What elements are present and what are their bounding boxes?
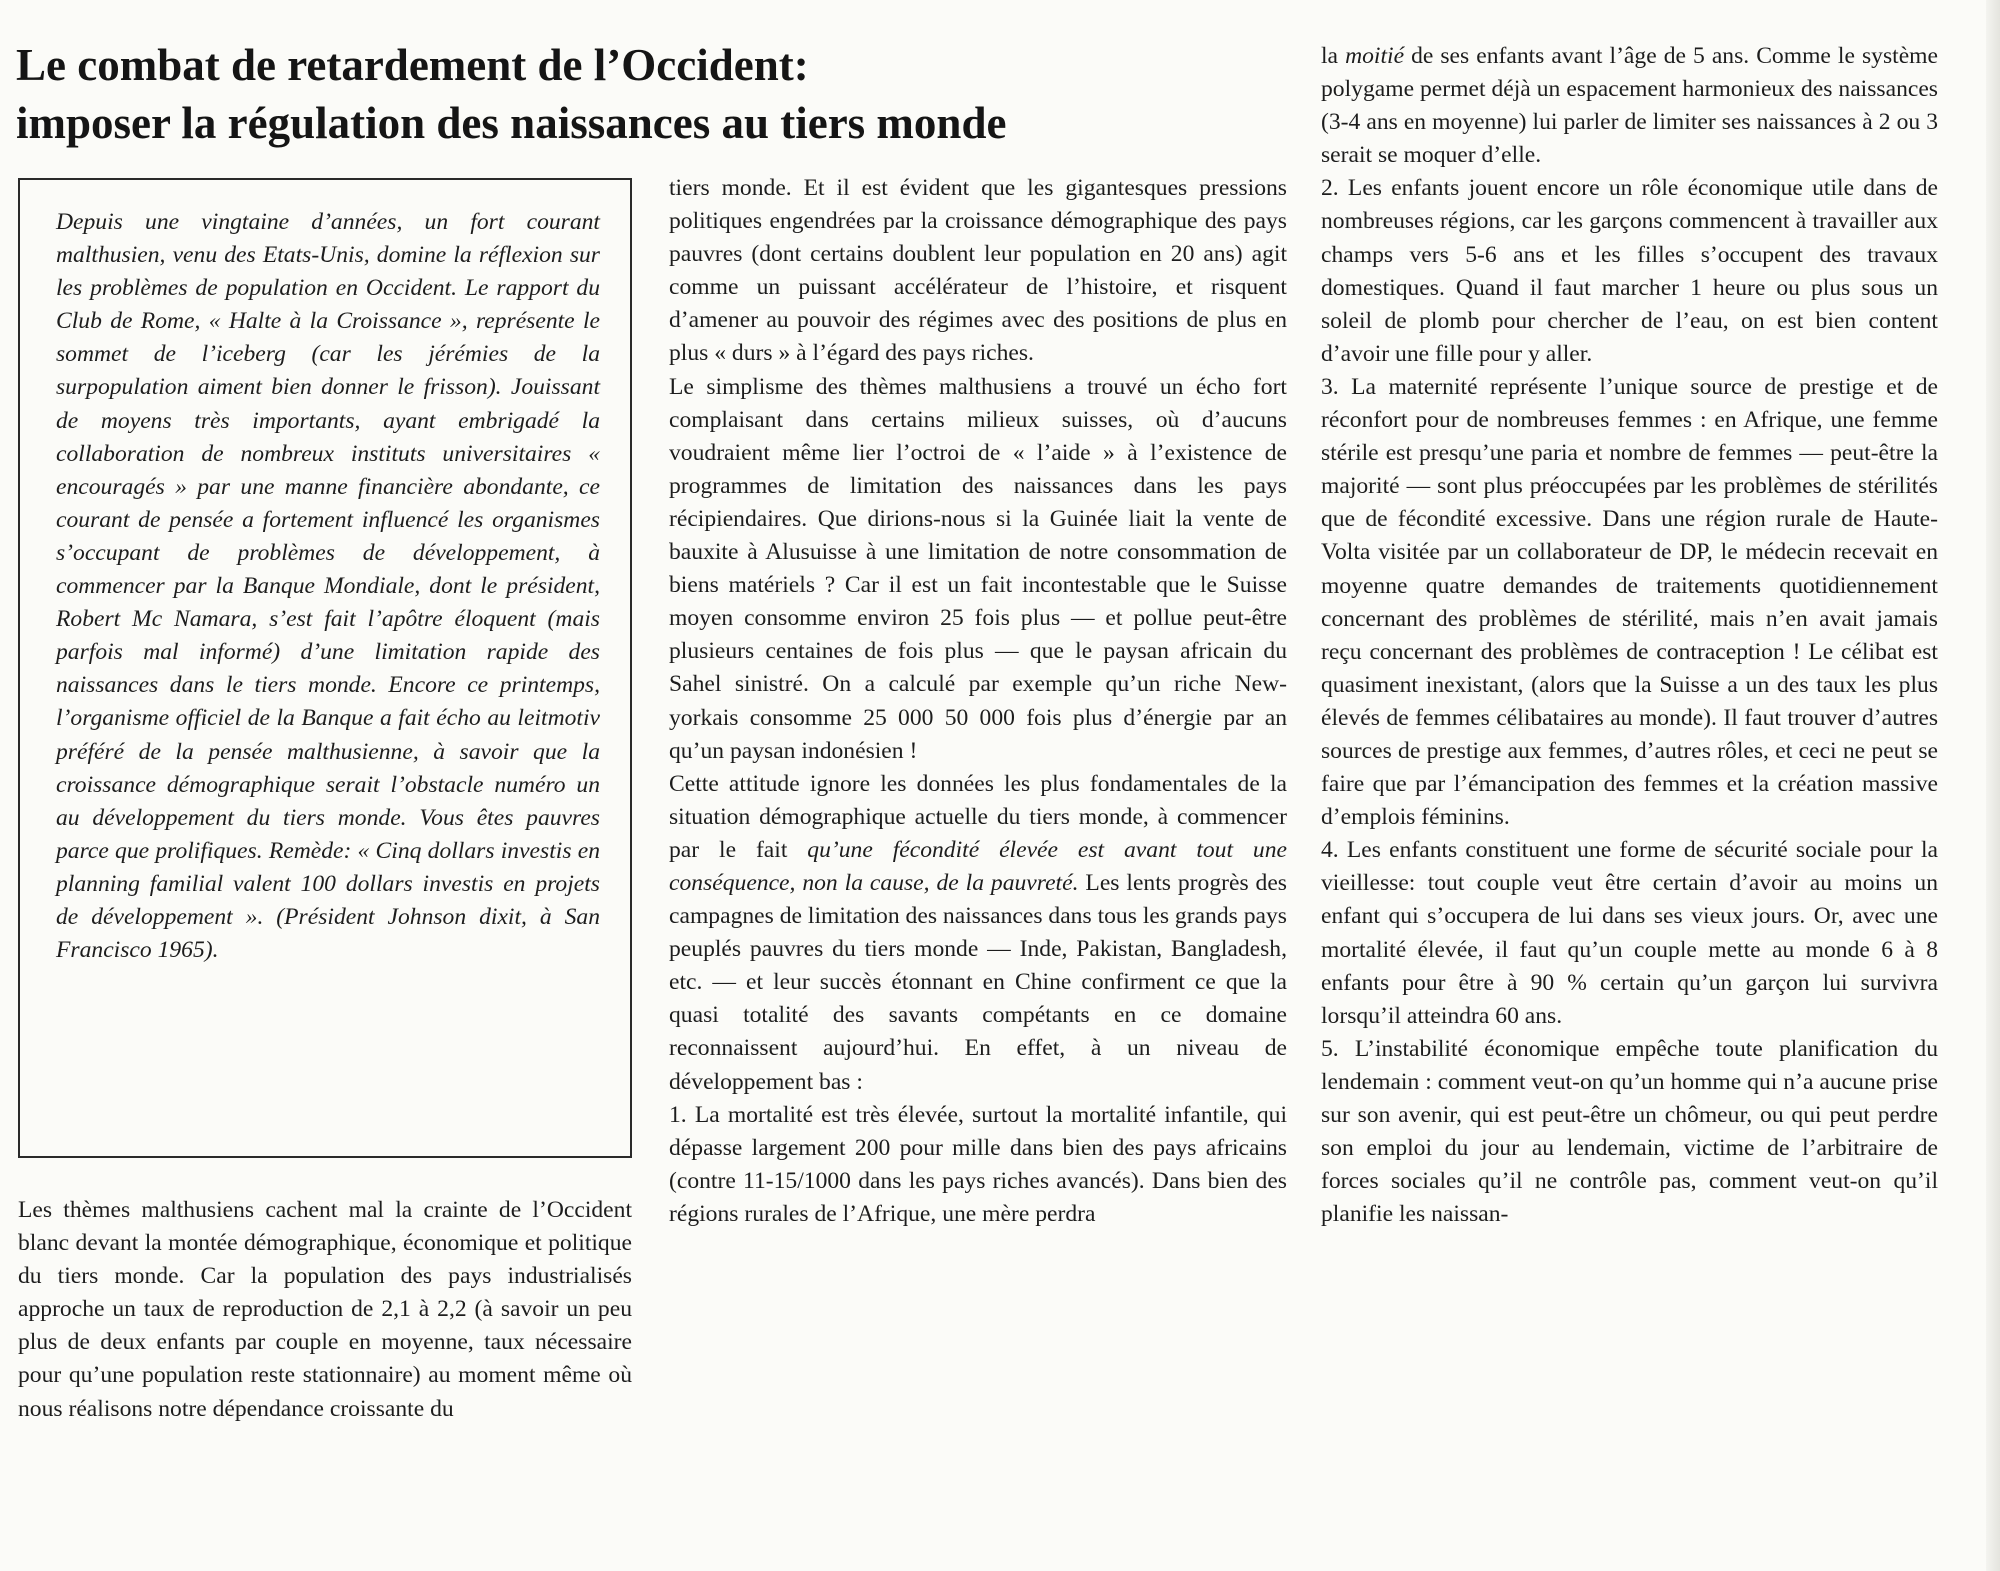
column-3-paragraph-4: 4. Les enfants constituent une forme de sécurité sociale pour la vieillesse: tout couple veut être certain d’avoir au moins un enfant qui s’occupera de lui dans ses vieux jours. Or, avec une mortalité élevée, il faut qu’un couple mette au monde 6 à 8 enfants pour être à 90 % certain qu’un garçon lui survivra lorsqu’il atteindra 60 ans.	[1321, 837, 1938, 1029]
column-2-paragraph-1: tiers monde. Et il est évident que les gigantesques pressions politiques engendrées par la croissance démographique des pays pauvres (dont certains doublent leur population en 20 ans) agit comme un puissant accélérateur de l’histoire, et risquent d’amener au pouvoir des régimes avec des positions de plus en plus « durs » à l’égard des pays riches.	[669, 175, 1287, 367]
column-2-paragraph-4: 1. La mortalité est très élevée, surtout la mortalité infantile, qui dépasse largement 200 pour mille dans bien des pays africains (contre 11-15/1000 dans les pays riches avancés). Dans bien des régions rurales de l’Afrique, une mère perdra	[669, 1101, 1287, 1227]
column-3-paragraph-1	[1321, 40, 1938, 172]
column-2-paragraph-3	[669, 768, 1287, 1099]
column-3-paragraph-3: 3. La maternité représente l’unique source de prestige et de réconfort pour de nombreuses femmes : en Afrique, une femme stérile est presqu’une paria et nombre de femmes — peut-être la majorité — sont plus préoccupées par les problèmes de stérilités que de fécondité excessive. Dans une région rurale de Haute-Volta visitée par un collaborateur de DP, le médecin recevait en moyenne quatre demandes de traitements quotidiennement concernant des problèmes de stérilité, mais n’en avait jamais reçu concernant des problèmes de contraception ! Le célibat est quasiment inexistant, (alors que la Suisse a un des taux les plus élevés de femmes célibataires au monde). Il faut trouver d’autres sources de prestige aux femmes, d’autres rôles, et ceci ne peut se faire que par l’émancipation des femmes et la création massive d’emplois féminins.	[1321, 373, 1938, 831]
article-title	[16, 36, 1306, 152]
column-2-paragraph-3-rest: Les lents progrès des campagnes de limitation des naissances dans tous les grands pays peuplés pauvres du tiers monde — Inde, Pakistan, Bangladesh, etc. — et leur succès étonnant en Chine confirment ce que la quasi totalité des savants compétants en ce domaine reconnaissent aujourd’hui. En effet, à un niveau de développement bas :	[669, 869, 1287, 1095]
column-3	[1321, 40, 1938, 1231]
column-3-paragraph-2: 2. Les enfants jouent encore un rôle économique utile dans de nombreuses régions, car les garçons commencent à travailler aux champs vers 5-6 ans et les filles s’occupent des travaux domestiques. Quand il faut marcher 1 heure ou plus sous un soleil de plomb pour chercher de l’eau, on est bien content d’avoir une fille pour y aller.	[1321, 175, 1938, 367]
article-title-line-2: imposer la régulation des naissances au tiers monde	[16, 98, 1007, 148]
column-2-paragraph-3-emphasis: qu’une fécondité élevée est avant tout une conséquence, non la cause, de la pauvreté.	[669, 836, 1287, 896]
column-3-paragraph-1-lead: la	[1321, 43, 1346, 69]
column-1	[18, 1194, 632, 1426]
article-title-line-1: Le combat de retardement de l’Occident:	[16, 40, 809, 90]
intro-inset-box	[18, 178, 632, 1158]
column-3-paragraph-1-emphasis: moitié	[1345, 43, 1405, 69]
column-2-paragraph-2: Le simplisme des thèmes malthusiens a trouvé un écho fort complaisant dans certains milieux suisses, où d’aucuns voudraient même lier l’octroi de « l’aide » à l’existence de programmes de limitation des naissances dans les pays récipiendaires. Que dirions-nous si la Guinée liait la vente de bauxite à Alusuisse à une limitation de notre consommation de biens matériels ? Car il est un fait incontestable que le Suisse moyen consomme environ 25 fois plus — et pollue peut-être plusieurs centaines de fois plus — que le paysan africain du Sahel sinistré. On a calculé par exemple qu’un riche New-yorkais consomme 25 000 50 000 fois plus d’énergie par an qu’un paysan indonésien !	[669, 373, 1287, 764]
page-edge-shadow	[1986, 0, 2000, 1571]
column-3-paragraph-5: 5. L’instabilité économique empêche toute planification du lendemain : comment veut-on qu’un homme qui n’a aucune prise sur son avenir, qui est peut-être un chômeur, ou qui peut perdre son emploi du jour au lendemain, victime de l’arbitraire de forces sociales qu’il ne contrôle pas, comment veut-on qu’il planifie les naissan-	[1321, 1035, 1938, 1228]
column-2	[669, 172, 1287, 1231]
column-2-paragraph-3-lead: Cette attitude ignore les données les plus fondamentales de la situation démographique actuelle du tiers monde, à commencer par le fait	[669, 770, 1287, 863]
column-1-paragraph: Les thèmes malthusiens cachent mal la crainte de l’Occident blanc devant la montée démographique, économique et politique du tiers monde. Car la population des pays industrialisés approche un taux de reproduction de 2,1 à 2,2 (à savoir un peu plus de deux enfants par couple en moyenne, taux nécessaire pour qu’une population reste stationnaire) au moment même où nous réalisons notre dépendance croissante du	[18, 1197, 632, 1422]
column-3-paragraph-1-rest: de ses enfants avant l’âge de 5 ans. Comme le système polygame permet déjà un espacement harmonieux des naissances (3-4 ans en moyenne) lui parler de limiter ses naissances à 2 ou 3 serait se moquer d’elle.	[1321, 43, 1938, 169]
intro-inset-text: Depuis une vingtaine d’années, un fort courant malthusien, venu des Etats-Unis, domine la réflexion sur les problèmes de population en Occident. Le rapport du Club de Rome, « Halte à la Croissance », représente le sommet de l’iceberg (car les jérémies de la surpopulation aiment bien donner le frisson). Jouissant de moyens très importants, ayant embrigadé la collaboration de nombreux instituts universitaires « encouragés » par une manne financière abondante, ce courant de pensée a fortement influencé les organismes s’occupant de problèmes de développement, à commencer par la Banque Mondiale, dont le président, Robert Mc Namara, s’est fait l’apôtre éloquent (mais parfois mal informé) d’une limitation rapide des naissances dans le tiers monde. Encore ce printemps, l’organisme officiel de la Banque a fait écho au leitmotiv préféré de la pensée malthusienne, à savoir que la croissance démographique serait l’obstacle numéro un au développement du tiers monde. Vous êtes pauvres parce que prolifiques. Remède: « Cinq dollars investis en planning familial valent 100 dollars investis en projets de développement ». (Président Johnson dixit, à San Francisco 1965).	[56, 209, 600, 964]
